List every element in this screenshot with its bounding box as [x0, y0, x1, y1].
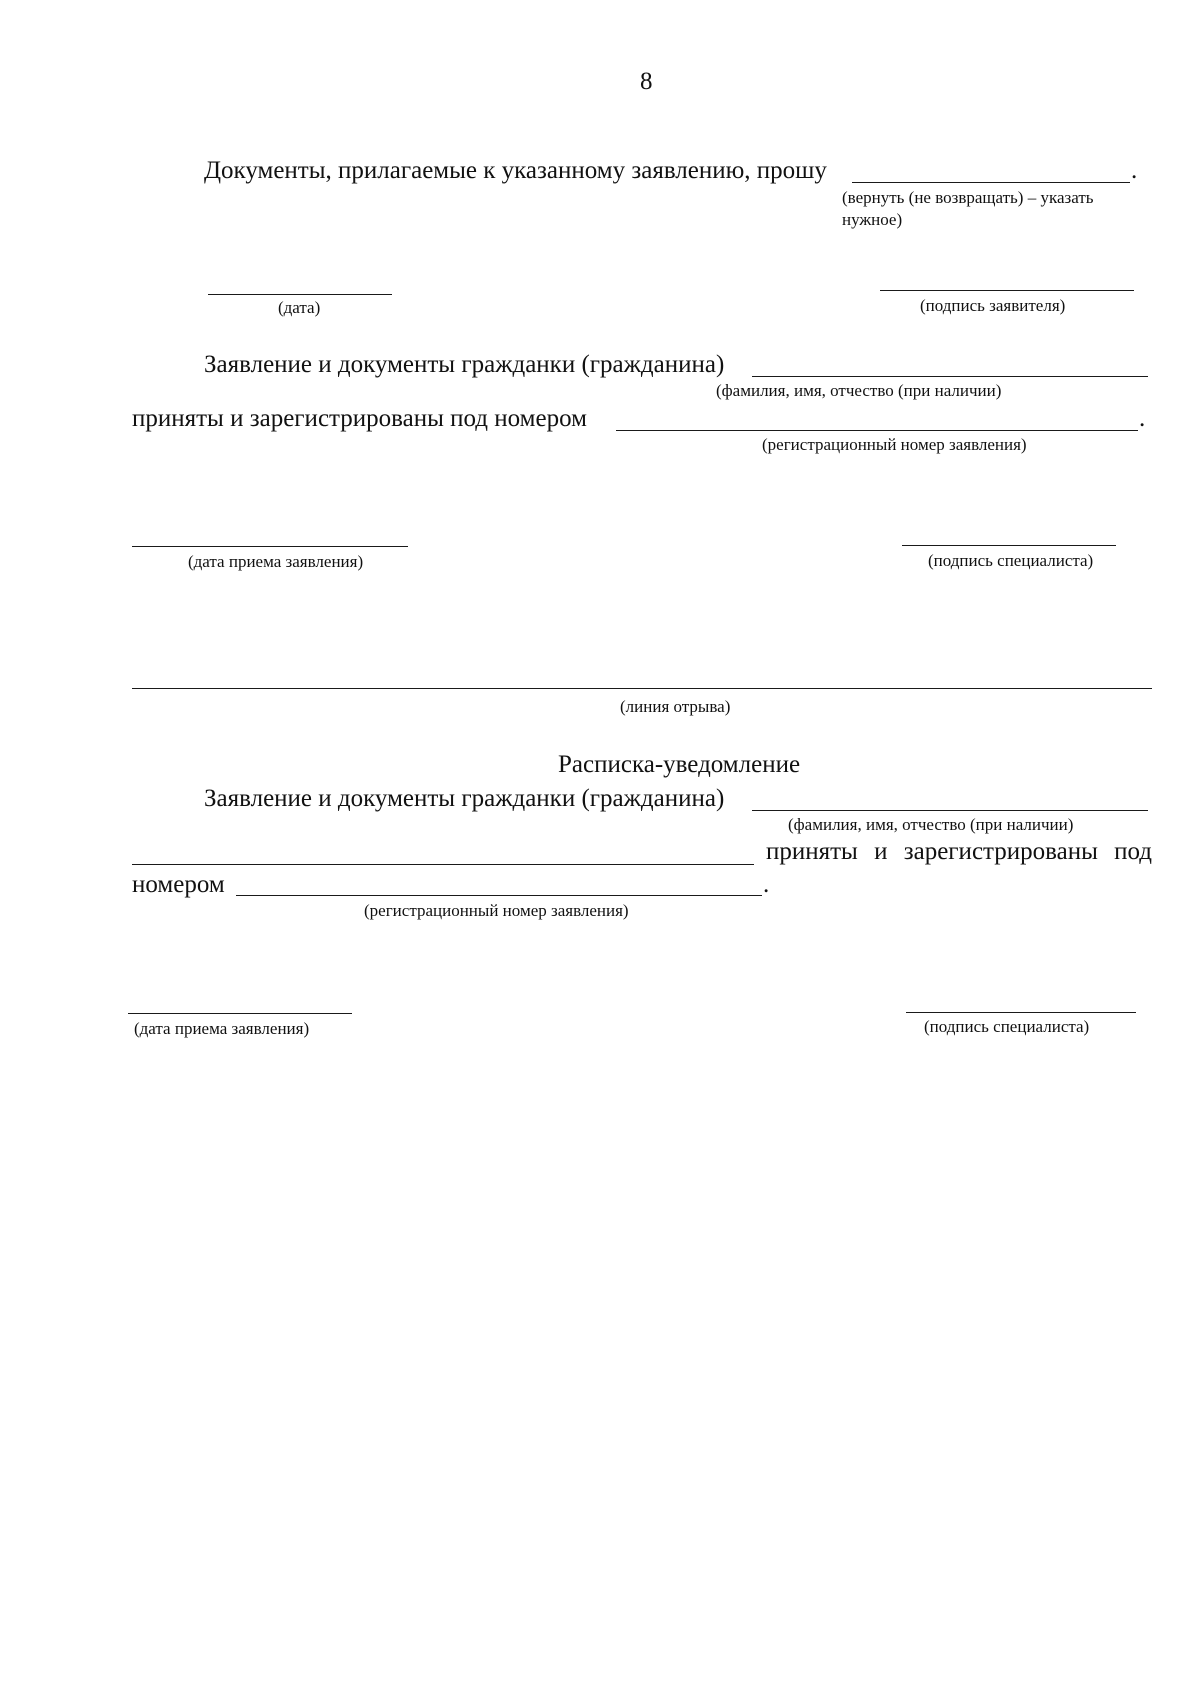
applicant-signature-caption: (подпись заявителя) — [920, 296, 1066, 315]
return-hint-line2: нужное) — [842, 210, 903, 229]
receipt-registered-text: приняты и зарегистрированы под — [766, 838, 1153, 865]
tear-line — [132, 688, 1152, 689]
documents-text: Документы, прилагаемые к указанному заявлению, прошу — [204, 157, 827, 184]
registered-text: приняты и зарегистрированы под номером — [132, 405, 587, 432]
receipt-fio-continuation-line — [132, 864, 754, 865]
specialist-signature-caption: (подпись специалиста) — [928, 551, 1094, 570]
date-caption: (дата) — [278, 298, 321, 317]
receipt-number-period: . — [763, 871, 770, 898]
tear-line-caption: (линия отрыва) — [620, 697, 731, 716]
receipt-date-caption-2: (дата приема заявления) — [134, 1019, 310, 1038]
receipt-date-line — [132, 546, 408, 547]
receipt-date-line-2 — [128, 1013, 352, 1014]
receipt-fio-line — [752, 810, 1148, 811]
receipt-title: Расписка-уведомление — [558, 751, 801, 778]
return-hint-line1: (вернуть (не возвращать) – указать — [842, 188, 1094, 207]
page-number: 8 — [640, 68, 653, 95]
receipt-specialist-signature-caption: (подпись специалиста) — [924, 1017, 1090, 1036]
reg-number-caption: (регистрационный номер заявления) — [762, 435, 1027, 454]
applicant-signature-line — [880, 290, 1134, 291]
receipt-statement-text: Заявление и документы гражданки (гражданина) — [204, 785, 725, 812]
receipt-reg-number-line — [236, 895, 762, 896]
receipt-specialist-signature-line — [906, 1012, 1136, 1013]
receipt-reg-number-caption: (регистрационный номер заявления) — [364, 901, 629, 920]
statement-text: Заявление и документы гражданки (гражданина) — [204, 351, 725, 378]
documents-period: . — [1131, 157, 1138, 184]
receipt-date-caption: (дата приема заявления) — [188, 552, 364, 571]
receipt-number-word: номером — [132, 871, 225, 898]
return-choice-line — [852, 182, 1130, 183]
reg-number-line — [616, 430, 1138, 431]
fio-line — [752, 376, 1148, 377]
fio-caption: (фамилия, имя, отчество (при наличии) — [716, 381, 1002, 400]
specialist-signature-line — [902, 545, 1116, 546]
registered-period: . — [1139, 405, 1146, 432]
date-line — [208, 294, 392, 295]
receipt-fio-caption: (фамилия, имя, отчество (при наличии) — [788, 815, 1074, 834]
